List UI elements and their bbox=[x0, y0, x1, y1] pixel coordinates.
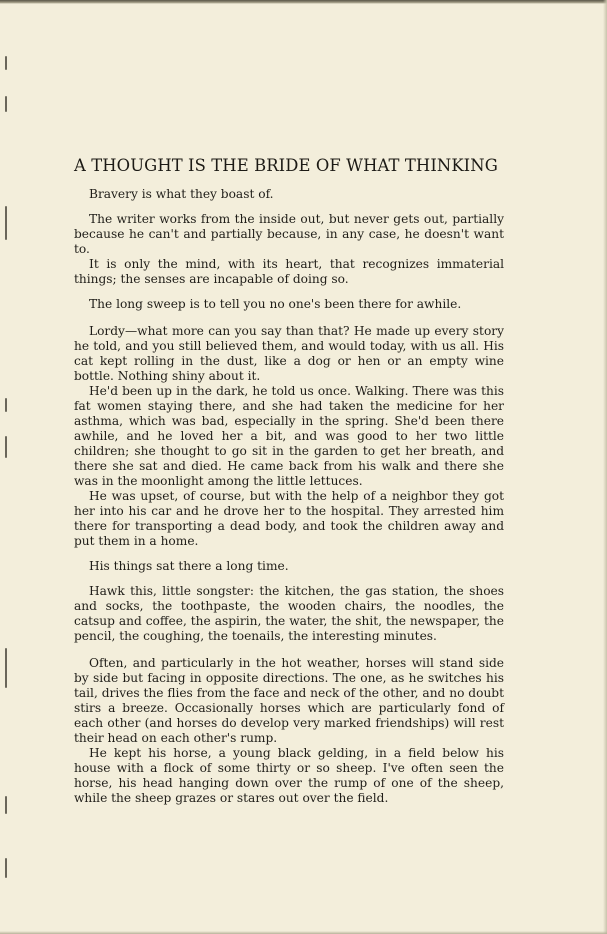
paragraph: It is only the mind, with its heart, that recognizes immaterial things; the senses are incapable of doing so. bbox=[74, 257, 504, 286]
paragraph: He'd been up in the dark, he told us once. Walking. There was this fat women staying there, and she had taken the medicine for her asthma, which was bad, especially in the spring. She'd been there awhile, and he loved her a bit, and was good to her two little children; she thought to go sit in the garden to get her breath, and there she sat and died. He came back from his walk and there she was in the moonlight among the little lettuces. bbox=[74, 384, 504, 488]
paragraph: Often, and particularly in the hot weather, horses will stand side by side but facing in opposite directions. The one, as he switches his tail, drives the flies from the face and neck of the other, and no doubt stirs a breeze. Occasionally horses which are particularly fond of each other (and horses do develop very marked friendships) will rest their head on each other's rump. bbox=[74, 656, 504, 745]
paragraph: The long sweep is to tell you no one's been there for awhile. bbox=[89, 297, 462, 311]
paragraph: Bravery is what they boast of. bbox=[89, 187, 274, 201]
binding-mark bbox=[5, 648, 7, 688]
binding-mark bbox=[5, 206, 7, 240]
page-title: A THOUGHT IS THE BRIDE OF WHAT THINKING bbox=[74, 156, 498, 175]
binding-mark bbox=[5, 56, 7, 70]
paragraph: Lordy—what more can you say than that? He made up every story he told, and you still believed them, and would today, with us all. His cat kept rolling in the dust, like a dog or hen or an empty wine bottle. Nothing shiny about it. bbox=[74, 324, 504, 383]
paragraph: Hawk this, little songster: the kitchen, the gas station, the shoes and socks, the toothpaste, the wooden chairs, the noodles, the catsup and coffee, the aspirin, the water, the shit, the newspaper, the pencil, the coughing, the toenails, the interesting minutes. bbox=[74, 584, 504, 643]
page-top-edge bbox=[0, 0, 607, 4]
binding-mark bbox=[5, 436, 7, 458]
page-content bbox=[74, 156, 504, 806]
binding-mark bbox=[5, 96, 7, 112]
binding-mark bbox=[5, 796, 7, 814]
paragraph: He was upset, of course, but with the help of a neighbor they got her into his car and he drove her to the hospital. They arrested him there for transporting a dead body, and took the children away and put them in a home. bbox=[74, 489, 504, 548]
binding-mark bbox=[5, 858, 7, 878]
page-right-edge bbox=[603, 0, 607, 934]
paragraph: His things sat there a long time. bbox=[89, 559, 289, 573]
paragraph: The writer works from the inside out, but never gets out, partially because he can't and partially because, in any case, he doesn't want to. bbox=[74, 212, 504, 256]
paragraph: He kept his horse, a young black gelding, in a field below his house with a flock of some thirty or so sheep. I've often seen the horse, his head hanging down over the rump of one of the sheep, while the sheep grazes or stares out over the field. bbox=[74, 746, 504, 805]
binding-mark bbox=[5, 398, 7, 412]
